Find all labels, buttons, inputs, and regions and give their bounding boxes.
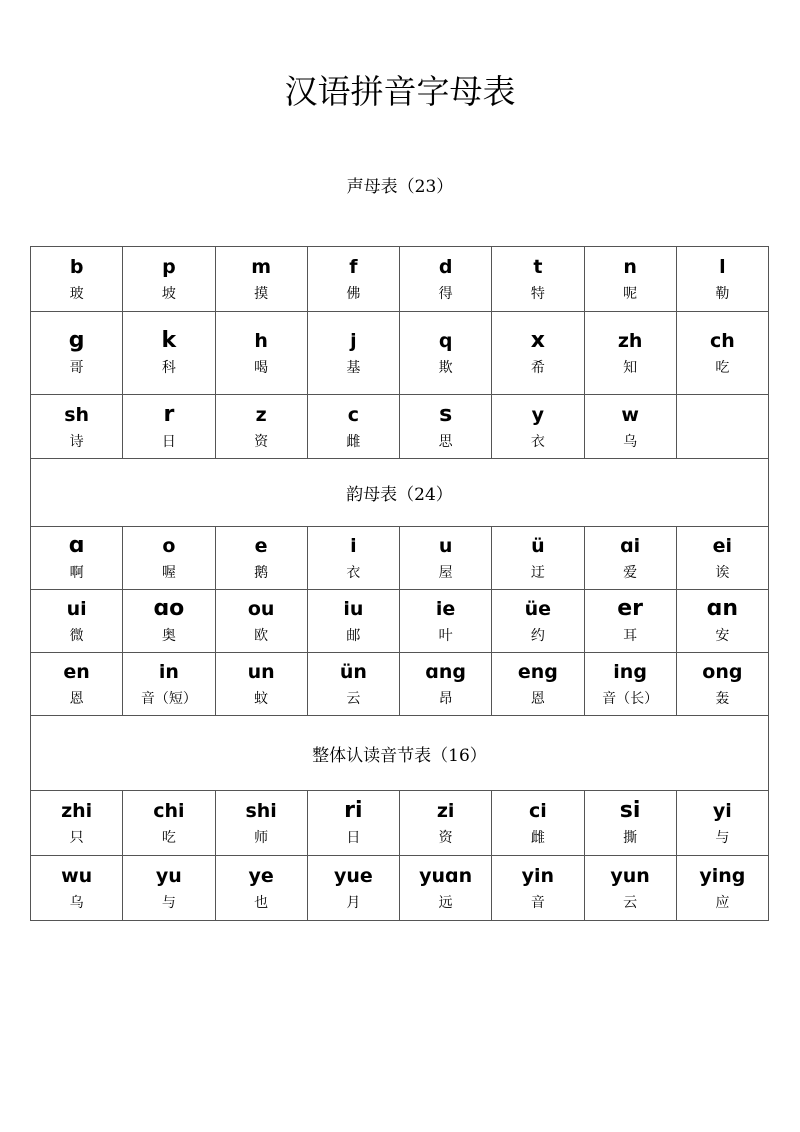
table-cell bbox=[400, 312, 492, 395]
example-character: 也 bbox=[254, 895, 269, 911]
table-cell bbox=[31, 527, 123, 590]
example-character: 师 bbox=[254, 830, 269, 846]
table-cell bbox=[307, 312, 399, 395]
example-character: 雌 bbox=[346, 433, 361, 450]
table-cell bbox=[123, 527, 215, 590]
pinyin-letter: w bbox=[621, 403, 639, 426]
table-cell bbox=[492, 653, 584, 716]
table-cell bbox=[215, 856, 307, 921]
example-character: 衣 bbox=[530, 433, 545, 450]
example-character: 鹅 bbox=[254, 565, 269, 581]
example-character: 恩 bbox=[530, 691, 545, 707]
pinyin-letter: in bbox=[158, 661, 179, 683]
pinyin-letter: eng bbox=[517, 661, 558, 683]
finals-heading: 韵母表（24） bbox=[31, 459, 769, 527]
table-cell bbox=[492, 395, 584, 459]
pinyin-letter: m bbox=[251, 256, 272, 278]
table-cell bbox=[400, 395, 492, 459]
table-cell bbox=[31, 312, 123, 395]
example-character: 喔 bbox=[161, 565, 176, 581]
pinyin-letter: ye bbox=[248, 865, 274, 887]
finals-row bbox=[31, 590, 769, 653]
whole-row bbox=[31, 791, 769, 856]
example-character: 耳 bbox=[623, 628, 638, 644]
pinyin-letter: j bbox=[350, 330, 357, 352]
pinyin-letter: shi bbox=[245, 800, 277, 822]
example-character: 呢 bbox=[623, 286, 638, 302]
pinyin-letter: yin bbox=[521, 865, 555, 887]
table-cell bbox=[307, 653, 399, 716]
example-character: 知 bbox=[623, 360, 638, 376]
table-cell bbox=[676, 247, 768, 312]
pinyin-letter: ɑi bbox=[620, 535, 641, 557]
pinyin-letter: yu bbox=[155, 865, 182, 887]
table-cell bbox=[676, 590, 768, 653]
pinyin-letter: e bbox=[254, 535, 268, 557]
pinyin-letter: y bbox=[531, 403, 545, 426]
pinyin-letter: ɑo bbox=[153, 596, 185, 621]
example-character: 欺 bbox=[438, 360, 453, 376]
example-character: 微 bbox=[69, 628, 84, 644]
table-cell bbox=[215, 791, 307, 856]
table-cell bbox=[584, 312, 676, 395]
pinyin-letter: ün bbox=[339, 661, 367, 683]
example-character: 撕 bbox=[623, 830, 638, 846]
example-character: 应 bbox=[715, 895, 730, 911]
table-cell bbox=[215, 527, 307, 590]
table-cell bbox=[307, 791, 399, 856]
table-cell bbox=[492, 527, 584, 590]
pinyin-letter: c bbox=[347, 403, 359, 426]
example-character: 奥 bbox=[161, 628, 176, 644]
table-cell bbox=[676, 527, 768, 590]
table-cell bbox=[123, 590, 215, 653]
table-cell bbox=[584, 653, 676, 716]
example-character: 资 bbox=[254, 433, 269, 450]
page-title: 汉语拼音字母表 bbox=[284, 72, 516, 111]
pinyin-letter: i bbox=[350, 535, 357, 557]
whole-row bbox=[31, 856, 769, 921]
example-character: 屋 bbox=[438, 565, 453, 581]
example-character: 音（长） bbox=[602, 691, 659, 707]
pinyin-letter: p bbox=[162, 256, 176, 278]
table-cell bbox=[215, 590, 307, 653]
pinyin-letter: zi bbox=[436, 800, 455, 822]
pinyin-letter: h bbox=[254, 330, 268, 352]
table-cell bbox=[584, 590, 676, 653]
table-cell bbox=[492, 791, 584, 856]
example-character: 哥 bbox=[69, 360, 84, 376]
table-cell bbox=[123, 312, 215, 395]
pinyin-letter: ri bbox=[344, 798, 363, 823]
example-character: 衣 bbox=[346, 565, 361, 581]
pinyin-letter: ci bbox=[528, 800, 547, 822]
table-cell bbox=[123, 791, 215, 856]
pinyin-letter: b bbox=[69, 256, 84, 278]
example-character: 与 bbox=[161, 895, 176, 911]
pinyin-letter: ie bbox=[435, 598, 456, 620]
table-cell bbox=[492, 856, 584, 921]
pinyin-letter: ying bbox=[699, 865, 746, 887]
table-cell bbox=[31, 247, 123, 312]
example-character: 叶 bbox=[438, 628, 453, 644]
example-character: 资 bbox=[438, 830, 453, 846]
pinyin-letter: si bbox=[619, 798, 641, 823]
pinyin-letter: yuɑn bbox=[419, 865, 473, 887]
table-cell bbox=[676, 856, 768, 921]
table-cell bbox=[400, 791, 492, 856]
pinyin-letter: g bbox=[68, 328, 85, 353]
pinyin-letter: ei bbox=[712, 535, 733, 557]
table-cell bbox=[31, 653, 123, 716]
example-character: 音 bbox=[530, 895, 545, 911]
pinyin-letter: ü bbox=[531, 535, 545, 557]
example-character: 勒 bbox=[715, 286, 730, 302]
table-cell bbox=[215, 247, 307, 312]
table-cell bbox=[215, 312, 307, 395]
pinyin-letter: z bbox=[255, 403, 267, 426]
initials-row bbox=[31, 247, 769, 312]
table-cell bbox=[584, 791, 676, 856]
example-character: 科 bbox=[161, 360, 176, 376]
pinyin-letter: x bbox=[530, 328, 545, 353]
example-character: 日 bbox=[161, 433, 176, 450]
pinyin-letter: ong bbox=[702, 661, 743, 683]
pinyin-letter: sh bbox=[64, 403, 90, 426]
table-cell bbox=[400, 527, 492, 590]
example-character: 摸 bbox=[254, 286, 269, 302]
pinyin-letter: d bbox=[438, 256, 453, 278]
pinyin-letter: er bbox=[617, 596, 644, 621]
pinyin-letter: l bbox=[719, 256, 726, 278]
table-cell bbox=[31, 590, 123, 653]
finals-heading-row bbox=[31, 459, 769, 527]
example-character: 乌 bbox=[623, 433, 638, 450]
example-character: 蚊 bbox=[254, 691, 269, 707]
table-cell bbox=[400, 653, 492, 716]
pinyin-letter: s bbox=[439, 401, 453, 427]
pinyin-letter: o bbox=[162, 535, 176, 557]
finals-row bbox=[31, 653, 769, 716]
table-cell bbox=[676, 791, 768, 856]
table-cell bbox=[492, 247, 584, 312]
pinyin-letter: ɑng bbox=[425, 661, 466, 683]
pinyin-letter: chi bbox=[153, 800, 185, 822]
pinyin-letter: ɑn bbox=[706, 596, 739, 621]
table-cell bbox=[400, 590, 492, 653]
example-character: 月 bbox=[346, 895, 361, 911]
table-cell bbox=[584, 247, 676, 312]
example-character: 吃 bbox=[161, 830, 176, 846]
example-character: 安 bbox=[715, 628, 730, 644]
table-cell bbox=[123, 856, 215, 921]
table-cell bbox=[31, 856, 123, 921]
table-cell bbox=[584, 527, 676, 590]
pinyin-letter: ch bbox=[709, 330, 735, 352]
pinyin-letter: ɑ bbox=[68, 533, 85, 558]
pinyin-letter: r bbox=[163, 401, 175, 427]
example-character: 坡 bbox=[161, 286, 176, 302]
pinyin-letter: yue bbox=[333, 865, 373, 887]
example-character: 特 bbox=[530, 286, 545, 302]
example-character: 约 bbox=[530, 628, 545, 644]
example-character: 昂 bbox=[438, 691, 453, 707]
pinyin-letter: f bbox=[349, 256, 358, 278]
pinyin-letter: ui bbox=[66, 598, 87, 620]
pinyin-letter: k bbox=[161, 328, 177, 353]
example-character: 啊 bbox=[69, 565, 84, 581]
example-character: 云 bbox=[346, 691, 361, 707]
pinyin-letter: iu bbox=[343, 598, 364, 620]
pinyin-letter: üe bbox=[524, 598, 552, 620]
example-character: 吃 bbox=[715, 360, 730, 376]
example-character: 邮 bbox=[346, 628, 361, 644]
example-character: 佛 bbox=[346, 286, 361, 302]
example-character: 音（短） bbox=[140, 691, 197, 707]
table-cell bbox=[584, 395, 676, 459]
example-character: 雌 bbox=[530, 830, 545, 846]
example-character: 远 bbox=[438, 895, 453, 911]
pinyin-letter: n bbox=[623, 256, 637, 278]
example-character: 希 bbox=[530, 360, 545, 376]
example-character: 只 bbox=[69, 830, 84, 846]
table-cell bbox=[676, 312, 768, 395]
table-cell bbox=[307, 527, 399, 590]
pinyin-letter: wu bbox=[61, 865, 93, 887]
example-character: 云 bbox=[623, 895, 638, 911]
pinyin-letter: zhi bbox=[61, 800, 93, 822]
pinyin-letter: q bbox=[438, 330, 453, 352]
initials-row bbox=[31, 395, 769, 459]
table-cell bbox=[31, 791, 123, 856]
table-cell bbox=[215, 653, 307, 716]
example-character: 迂 bbox=[530, 565, 545, 581]
example-character: 轰 bbox=[715, 691, 730, 707]
table-cell bbox=[31, 395, 123, 459]
table-cell bbox=[676, 653, 768, 716]
pinyin-letter: t bbox=[533, 256, 543, 278]
example-character: 玻 bbox=[69, 286, 84, 302]
finals-row bbox=[31, 527, 769, 590]
example-character: 喝 bbox=[254, 360, 269, 376]
example-character: 基 bbox=[346, 360, 361, 376]
example-character: 日 bbox=[346, 830, 361, 846]
example-character: 思 bbox=[438, 433, 453, 450]
example-character: 欧 bbox=[254, 628, 269, 644]
table-cell bbox=[123, 653, 215, 716]
pinyin-letter: ing bbox=[613, 661, 647, 683]
pinyin-letter: ou bbox=[247, 598, 275, 620]
pinyin-letter: yun bbox=[610, 865, 650, 887]
table-cell bbox=[123, 247, 215, 312]
whole-heading-row bbox=[31, 716, 769, 791]
example-character: 恩 bbox=[69, 691, 84, 707]
pinyin-letter: u bbox=[438, 535, 453, 557]
table-cell bbox=[307, 590, 399, 653]
table-cell bbox=[492, 312, 584, 395]
example-character: 诗 bbox=[69, 433, 84, 450]
table-cell bbox=[584, 856, 676, 921]
example-character: 诶 bbox=[715, 565, 730, 581]
table-cell bbox=[676, 395, 768, 459]
pinyin-letter: yi bbox=[712, 800, 732, 822]
example-character: 乌 bbox=[69, 895, 84, 911]
example-character: 爱 bbox=[623, 565, 638, 581]
pinyin-letter: en bbox=[63, 661, 90, 683]
table-cell bbox=[307, 856, 399, 921]
pinyin-letter: zh bbox=[617, 330, 643, 352]
table-cell bbox=[215, 395, 307, 459]
example-character: 与 bbox=[715, 830, 730, 846]
table-cell bbox=[123, 395, 215, 459]
table-cell bbox=[492, 590, 584, 653]
initials-heading: 声母表（23） bbox=[346, 177, 454, 197]
table-cell bbox=[400, 856, 492, 921]
pinyin-letter: un bbox=[247, 661, 275, 683]
whole-heading: 整体认读音节表（16） bbox=[31, 716, 769, 791]
pinyin-table bbox=[30, 246, 769, 921]
table-cell bbox=[307, 247, 399, 312]
example-character: 得 bbox=[438, 286, 453, 302]
initials-row bbox=[31, 312, 769, 395]
table-cell bbox=[307, 395, 399, 459]
table-cell bbox=[400, 247, 492, 312]
